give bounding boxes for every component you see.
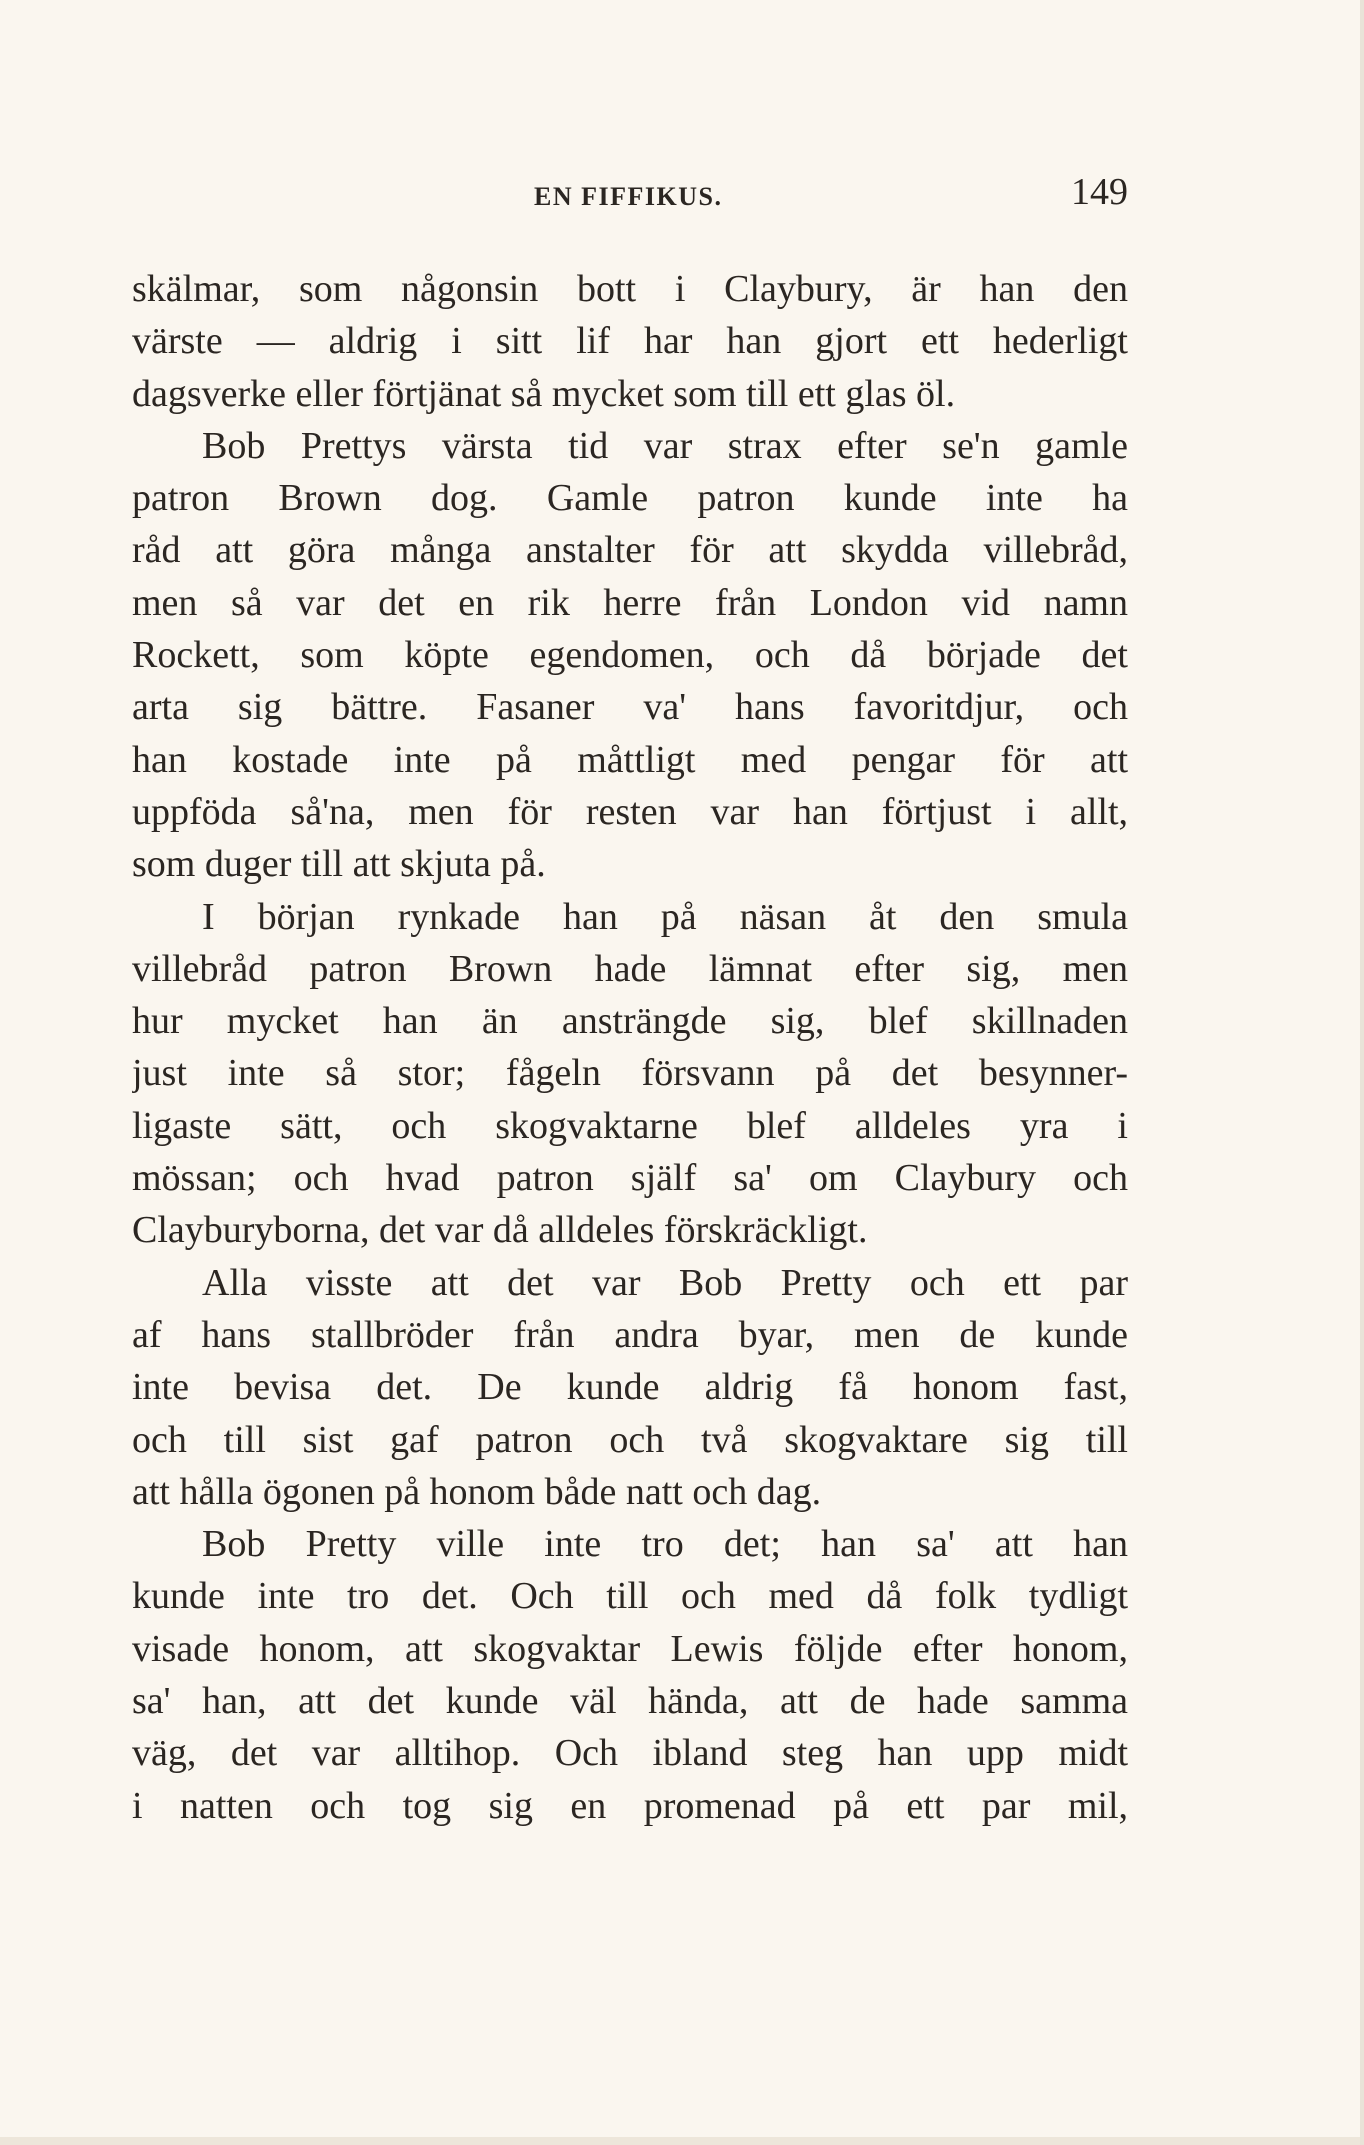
text-line: visade honom, att skogvaktar Lewis följde efter honom, [132, 1627, 1128, 1670]
running-title: EN FIFFIKUS. [534, 182, 723, 211]
text-line: Rockett, som köpte egendomen, och då började det [132, 634, 1128, 677]
text-line: väg, det var alltihop. Och ibland steg han upp midt [132, 1732, 1128, 1775]
text-line: skälmar, som någonsin bott i Claybury, är han den [132, 268, 1128, 310]
text-line: just inte så stor; fågeln försvann på det besynner- [132, 1052, 1128, 1095]
text-line: I början rynkade han på näsan åt den smula [202, 895, 1128, 938]
text-line: i natten och tog sig en promenad på ett par mil, [132, 1784, 1128, 1827]
text-block [132, 168, 1128, 1832]
body-text [132, 263, 1128, 1832]
text-line: råd att göra många anstalter för att skydda villebråd, [132, 529, 1128, 572]
text-line: Clayburyborna, det var då alldeles förskräckligt. [132, 1209, 868, 1252]
text-line: patron Brown dog. Gamle patron kunde inte ha [132, 477, 1128, 520]
text-line: Bob Pretty ville inte tro det; han sa' att han [202, 1523, 1128, 1566]
text-line: men så var det en rik herre från London vid namn [132, 581, 1128, 624]
running-head [132, 168, 1128, 218]
text-line: dagsverke eller förtjänat så mycket som till ett glas öl. [132, 372, 956, 415]
text-line: arta sig bättre. Fasaner va' hans favoritdjur, och [132, 686, 1128, 729]
text-line: Bob Prettys värsta tid var strax efter se'n gamle [202, 424, 1128, 467]
text-line: värste — aldrig i sitt lif har han gjort ett hederligt [132, 320, 1128, 363]
text-line: ligaste sätt, och skogvaktarne blef alldeles yra i [132, 1104, 1128, 1147]
text-line: mössan; och hvad patron själf sa' om Claybury och [132, 1157, 1128, 1200]
text-line: villebråd patron Brown hade lämnat efter sig, men [132, 947, 1128, 990]
text-line: som duger till att skjuta på. [132, 843, 546, 886]
text-line: uppföda så'na, men för resten var han förtjust i allt, [132, 790, 1128, 833]
text-line: af hans stallbröder från andra byar, men de kunde [132, 1313, 1128, 1356]
text-line: Alla visste att det var Bob Pretty och ett par [202, 1261, 1128, 1304]
text-line: sa' han, att det kunde väl hända, att de hade samma [132, 1680, 1128, 1723]
text-line: och till sist gaf patron och två skogvaktare sig till [132, 1418, 1128, 1461]
text-line: kunde inte tro det. Och till och med då folk tydligt [132, 1575, 1128, 1618]
text-line: att hålla ögonen på honom både natt och dag. [132, 1470, 822, 1513]
text-line: han kostade inte på måttligt med pengar för att [132, 738, 1128, 781]
page-number: 149 [1071, 171, 1128, 213]
text-line: hur mycket han än ansträngde sig, blef skillnaden [132, 1000, 1128, 1043]
text-line: inte bevisa det. De kunde aldrig få honom fast, [132, 1366, 1128, 1409]
